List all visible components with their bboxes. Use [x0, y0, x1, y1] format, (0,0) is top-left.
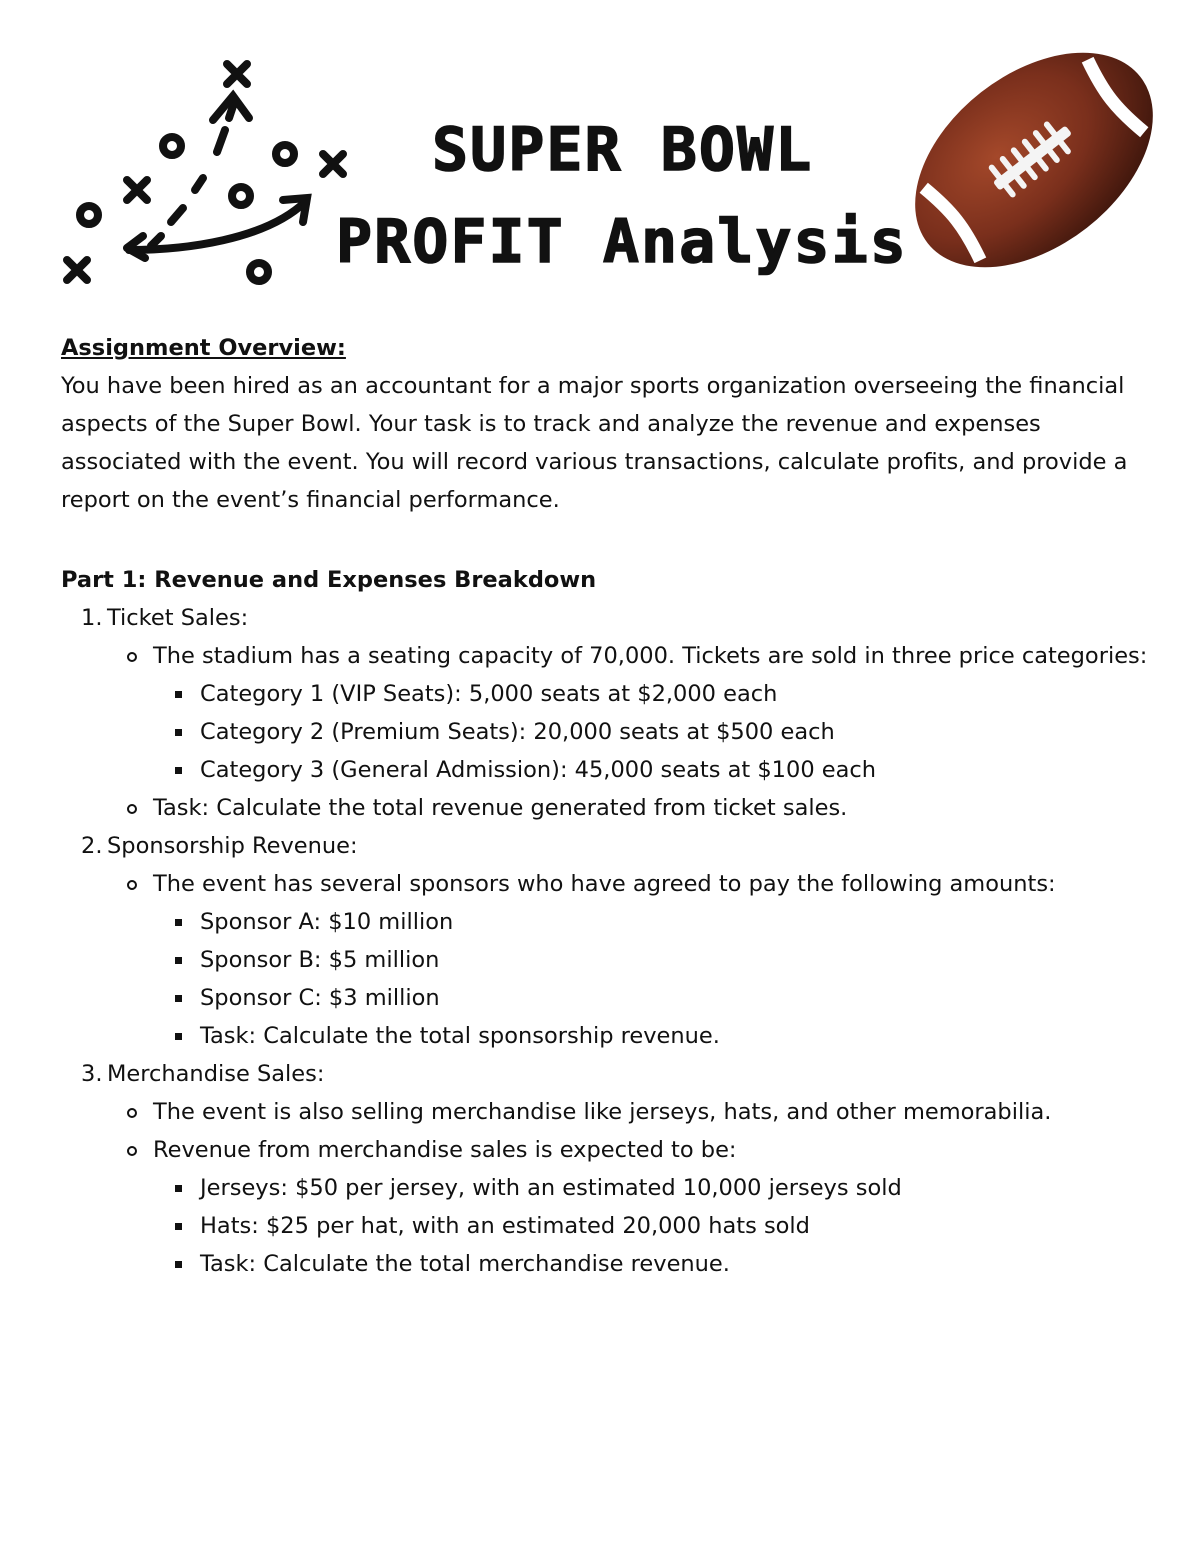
list-item-sponsorship-revenue	[61, 827, 1151, 865]
page-title-line-1: SUPER BOWL	[432, 115, 814, 185]
bullet-text: Sponsor B: $5 million	[200, 947, 440, 973]
list-item-merchandise-sales	[61, 1055, 1151, 1093]
sub-bullet-item	[61, 751, 1151, 789]
football-icon	[912, 44, 1157, 276]
square-bullet-icon	[175, 1185, 182, 1192]
overview-text: You have been hired as an accountant for a major sports organization overseeing the financial aspects of the Super Bowl. Your task is to track and analyze the revenue and expenses associated with the event. You will record various transactions, calculate profits, and provide a report on the event’s financial performance.	[61, 373, 1128, 513]
football-play-diagram-icon	[55, 50, 365, 300]
square-bullet-icon	[175, 1033, 182, 1040]
bullet-text: Task: Calculate the total merchandise revenue.	[200, 1251, 730, 1277]
document-body	[61, 329, 1151, 1283]
sub-bullet-item	[61, 979, 1151, 1017]
bullet-text: Jerseys: $50 per jersey, with an estimated 10,000 jerseys sold	[200, 1175, 902, 1201]
list-item-ticket-sales	[61, 599, 1151, 637]
sub-bullet-item	[61, 903, 1151, 941]
bullet-text: Hats: $25 per hat, with an estimated 20,000 hats sold	[200, 1213, 810, 1239]
square-bullet-icon	[175, 919, 182, 926]
square-bullet-icon	[175, 1261, 182, 1268]
sub-bullet-item	[61, 1017, 1151, 1055]
list-item-label: Ticket Sales:	[107, 605, 249, 631]
square-bullet-icon	[175, 767, 182, 774]
list-number: 1.	[81, 605, 103, 631]
bullet-text: Task: Calculate the total sponsorship revenue.	[200, 1023, 720, 1049]
bullet-text: Category 3 (General Admission): 45,000 seats at $100 each	[200, 757, 877, 783]
hollow-bullet-icon	[127, 880, 137, 890]
bullet-text: Category 1 (VIP Seats): 5,000 seats at $2,000 each	[200, 681, 778, 707]
list-number: 2.	[81, 833, 103, 859]
hollow-bullet-icon	[127, 1146, 137, 1156]
bullet-item	[61, 865, 1151, 903]
list-item-label: Merchandise Sales:	[107, 1061, 325, 1087]
sub-bullet-item	[61, 1207, 1151, 1245]
bullet-text: The event is also selling merchandise like jerseys, hats, and other memorabilia.	[153, 1099, 1052, 1125]
bullet-item	[61, 1093, 1151, 1131]
bullet-text: Sponsor A: $10 million	[200, 909, 454, 935]
list-number: 3.	[81, 1061, 103, 1087]
hollow-bullet-icon	[127, 804, 137, 814]
bullet-text: Revenue from merchandise sales is expected to be:	[153, 1137, 737, 1163]
page-title-line-2: PROFIT Analysis	[336, 207, 908, 277]
overview-heading: Assignment Overview:	[61, 335, 346, 361]
bullet-text: The stadium has a seating capacity of 70,000. Tickets are sold in three price categories:	[153, 643, 1148, 669]
part1-heading: Part 1: Revenue and Expenses Breakdown	[61, 567, 597, 593]
square-bullet-icon	[175, 1223, 182, 1230]
square-bullet-icon	[175, 995, 182, 1002]
sub-bullet-item	[61, 1245, 1151, 1283]
bullet-item	[61, 789, 1151, 827]
bullet-item	[61, 637, 1151, 675]
sub-bullet-item	[61, 713, 1151, 751]
square-bullet-icon	[175, 691, 182, 698]
hollow-bullet-icon	[127, 652, 137, 662]
bullet-text: Category 2 (Premium Seats): 20,000 seats at $500 each	[200, 719, 835, 745]
bullet-text: Task: Calculate the total revenue generated from ticket sales.	[153, 795, 848, 821]
hollow-bullet-icon	[127, 1108, 137, 1118]
bullet-text: Sponsor C: $3 million	[200, 985, 440, 1011]
square-bullet-icon	[175, 957, 182, 964]
list-item-label: Sponsorship Revenue:	[107, 833, 358, 859]
bullet-text: The event has several sponsors who have agreed to pay the following amounts:	[153, 871, 1056, 897]
sub-bullet-item	[61, 1169, 1151, 1207]
sub-bullet-item	[61, 675, 1151, 713]
sub-bullet-item	[61, 941, 1151, 979]
bullet-item	[61, 1131, 1151, 1169]
square-bullet-icon	[175, 729, 182, 736]
